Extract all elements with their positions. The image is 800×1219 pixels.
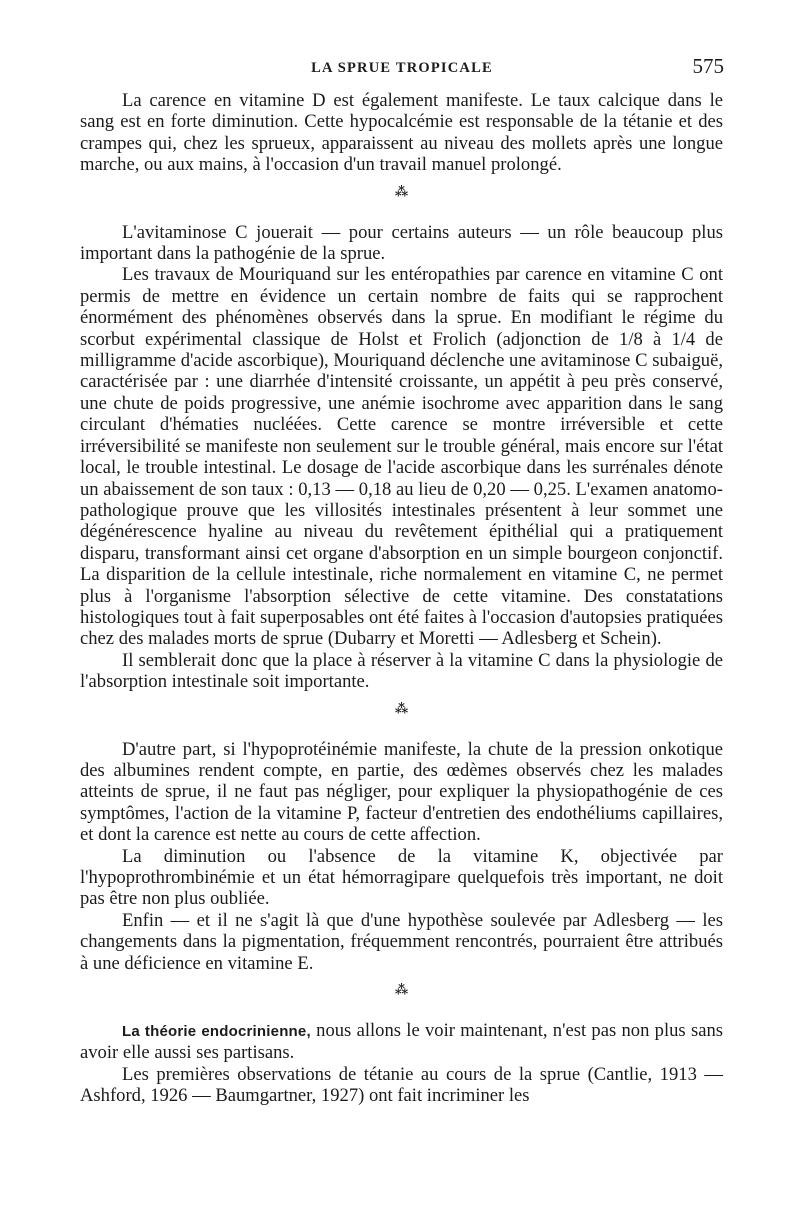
section-separator: ⁂ (394, 982, 409, 998)
paragraph-mouriquand: Les travaux de Mouriquand sur les entéropathies par carence en vitamine C ont permis de mettre en évidence un certain nombre de faits qui se rapprochent énormément des phénomènes observés dans la sprue. En modifiant le régime du scorbut expérimental classique de Holst et Frolich (adjonction de 1/8 à 1/4 de milligramme d'acide ascorbique), Mouriquand déclenche une avitaminose C subaiguë, caractérisée par : une diarrhée d'intensité croissante, un appétit à peu près conservé, une chute de poids progressive, une anémie isochrome avec apparition dans le sang circulant d'hématies nucléées. Cette carence se montre irréversible et cette irréversibilité se manifeste non seulement sur le trouble général, mais encore sur l'état local, le trouble intestinal. Le dosage de l'acide ascorbique dans les surrénales dénote un abaissement de son taux : 0,13 — 0,18 au lieu de 0,20 — 0,25. L'examen anatomo-pathologique prouve que les villosités intestinales présentent à leur sommet une dégénérescence hyaline au niveau du revêtement épithélial qui a pratiquement disparu, transformant ainsi cet organe d'absorption en un simple bourgeon conjonctif. La disparition de la cellule intestinale, riche normalement en vitamine C, ne permet plus à l'organisme l'absorption sélective de cette vitamine. Des constatations histologiques tout à fait superposables ont été faites à l'occasion d'autopsies pratiquées chez des malades morts de sprue (Dubarry et Moretti — Adlesberg et Schein). (80, 264, 723, 650)
paragraph-vitamin-d: La carence en vitamine D est également manifeste. Le taux calcique dans le sang est en forte diminution. Cette hypocalcémie est responsable de la tétanie et des crampes qui, chez les sprueux, apparaissent au niveau des mollets après une longue marche, ou aux mains, à l'occasion d'un travail manuel prolongé. (80, 90, 723, 176)
paragraph-vitamin-e: Enfin — et il ne s'agit là que d'une hypothèse soulevée par Adlesberg — les changements dans la pigmentation, fréquemment rencontrés, pourraient être attribués à une déficience en vitamine E. (80, 909, 723, 974)
section-lead-heading: La théorie endocrinienne, (122, 1023, 311, 1041)
paragraph-vitamin-p: D'autre part, si l'hypoprotéinémie manifeste, la chute de la pression onkotique des albumines rendent compte, en partie, des œdèmes observés chez les malades atteints de sprue, il ne faut pas négliger, pour expliquer la physiopathogénie de ces symptômes, l'action de la vitamine P, facteur d'entretien des endothéliums capillaires, et dont la carence est nette au cours de cette affection. (80, 738, 723, 846)
section-separator: ⁂ (394, 700, 409, 716)
paragraph-tetany-observations: Les premières observations de tétanie au cours de la sprue (Cantlie, 1913 — Ashford, 1926 — Baumgartner, 1927) ont fait incriminer les (80, 1063, 723, 1107)
running-title: LA SPRUE TROPICALE (311, 60, 493, 76)
paragraph-vitamin-k: La diminution ou l'absence de la vitamine K, objectivée par l'hypoprothrombinémie et un état hémorragipare quelquefois très important, ne doit pas être non plus oubliée. (80, 845, 723, 910)
paragraph-endocrine-text: nous allons le voir maintenant, n'est pas non plus sans avoir elle aussi ses partisans. (80, 1020, 723, 1064)
paragraph-endocrine-theory (80, 1020, 723, 1064)
paragraph-vitamin-c-conclusion: Il semblerait donc que la place à réserver à la vitamine C dans la physiologie de l'absorption intestinale soit importante. (80, 649, 723, 693)
running-header (80, 54, 724, 82)
section-separator: ⁂ (394, 183, 409, 199)
body-text (80, 90, 723, 1107)
paragraph-vitamin-c-intro: L'avitaminose C jouerait — pour certains auteurs — un rôle beaucoup plus important dans la pathogénie de la sprue. (80, 221, 723, 265)
page-number: 575 (692, 54, 724, 78)
